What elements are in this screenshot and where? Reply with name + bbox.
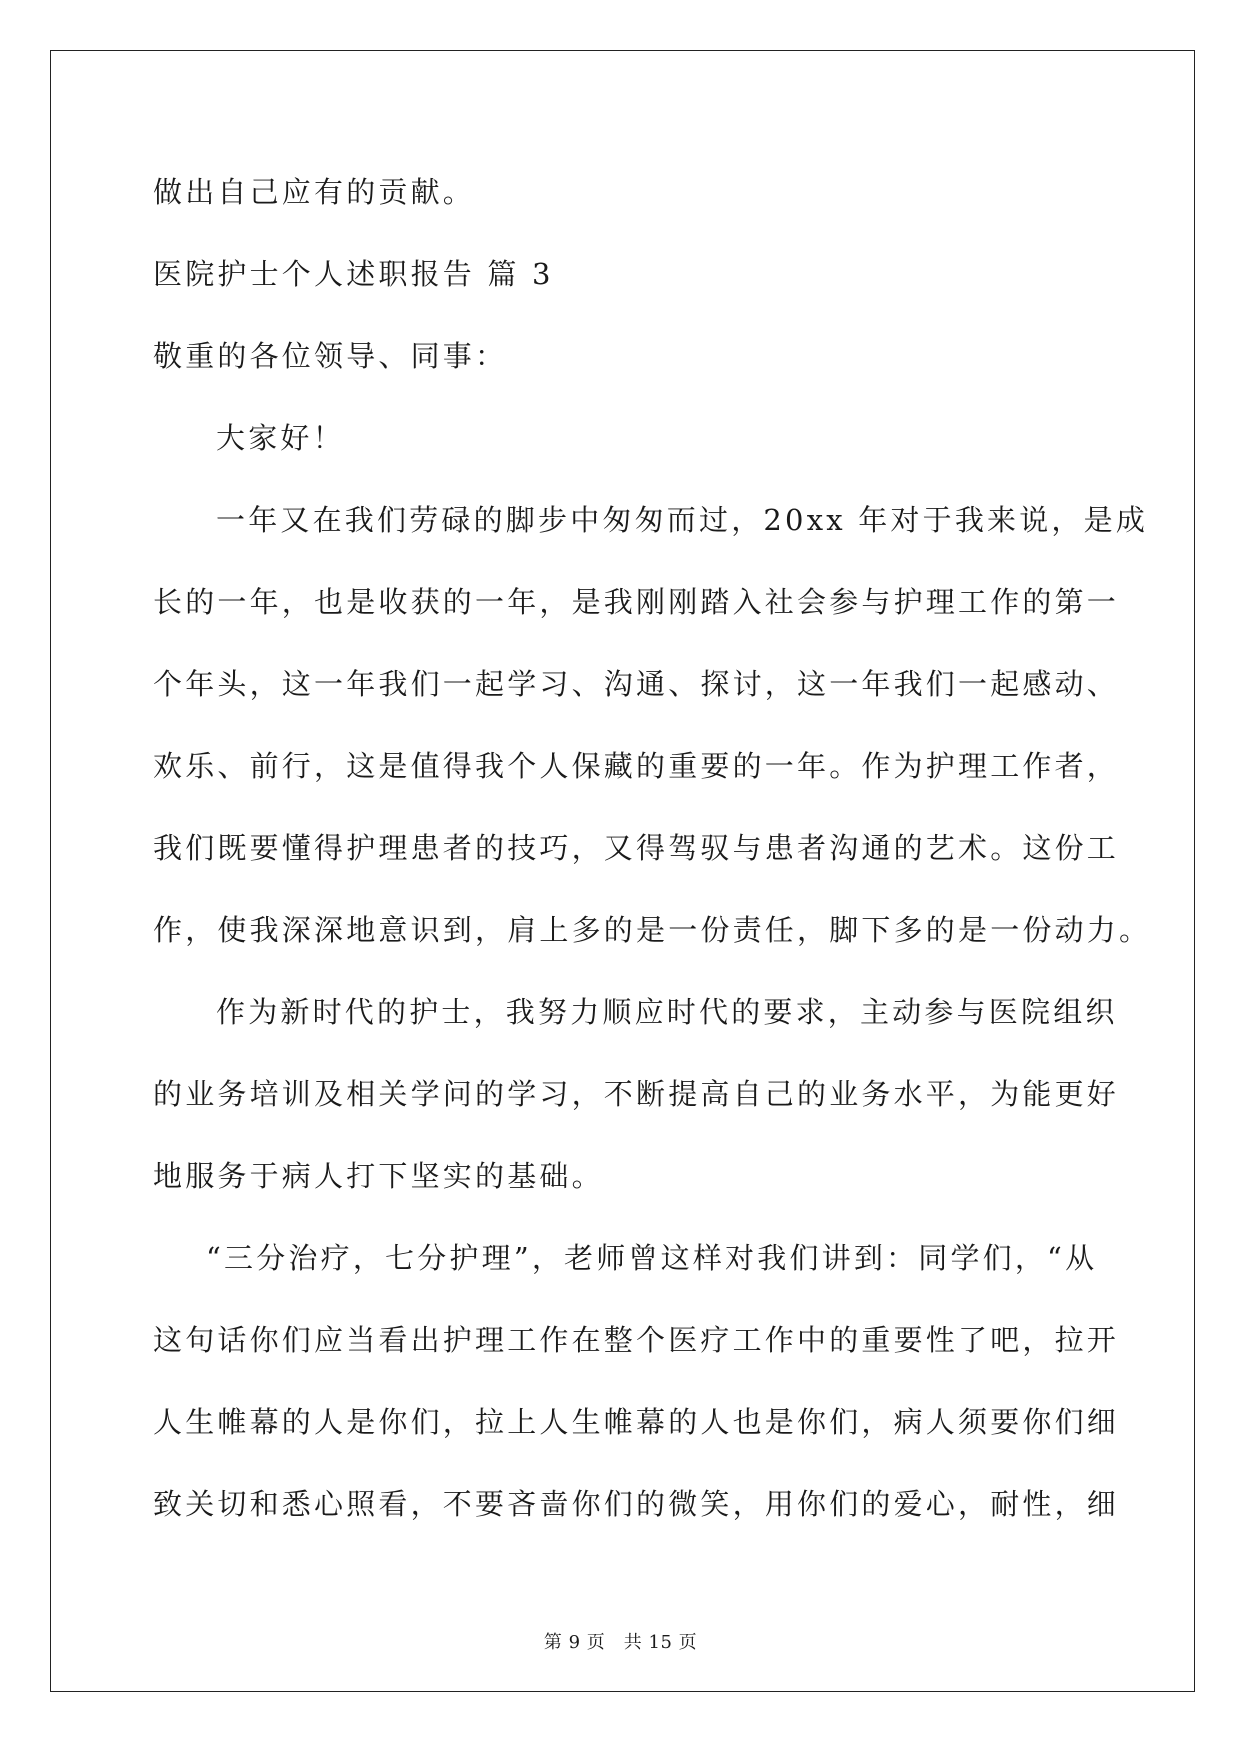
paragraph-3-line-1: “三分治疗，七分护理”，老师曾这样对我们讲到：同学们，“从: [206, 1241, 1098, 1275]
paragraph-1-line-4: 欢乐、前行，这是值得我个人保藏的重要的一年。作为护理工作者，: [153, 749, 1120, 783]
section-heading: 医院护士个人述职报告 篇 3: [153, 257, 554, 291]
paragraph-1-line-6: 作，使我深深地意识到，肩上多的是一份责任，脚下多的是一份动力。: [153, 913, 1152, 947]
paragraph-2-line-1: 作为新时代的护士，我努力顺应时代的要求，主动参与医院组织: [216, 995, 1118, 1029]
paragraph-1-line-2: 长的一年，也是收获的一年，是我刚刚踏入社会参与护理工作的第一: [153, 585, 1120, 619]
paragraph-3-line-3: 人生帷幕的人是你们，拉上人生帷幕的人也是你们，病人须要你们细: [153, 1405, 1120, 1439]
paragraph-1-line-3: 个年头，这一年我们一起学习、沟通、探讨，这一年我们一起感动、: [153, 667, 1120, 701]
paragraph-1-line-1: 一年又在我们劳碌的脚步中匆匆而过，20xx 年对于我来说，是成: [216, 503, 1149, 537]
page-border: [50, 50, 1195, 1692]
paragraph-2-line-2: 的业务培训及相关学问的学习，不断提高自己的业务水平，为能更好: [153, 1077, 1120, 1111]
text-line-closing: 做出自己应有的贡献。: [153, 175, 476, 209]
paragraph-1-line-5: 我们既要懂得护理患者的技巧，又得驾驭与患者沟通的艺术。这份工: [153, 831, 1120, 865]
paragraph-3-line-4: 致关切和悉心照看，不要吝啬你们的微笑，用你们的爱心，耐性，细: [153, 1487, 1120, 1521]
greeting: 大家好！: [216, 421, 345, 455]
page-number-footer: 第 9 页 共 15 页: [543, 1632, 698, 1653]
paragraph-3-line-2: 这句话你们应当看出护理工作在整个医疗工作中的重要性了吧，拉开: [153, 1323, 1120, 1357]
salutation: 敬重的各位领导、同事：: [153, 339, 508, 373]
paragraph-2-line-3: 地服务于病人打下坚实的基础。: [153, 1159, 604, 1193]
